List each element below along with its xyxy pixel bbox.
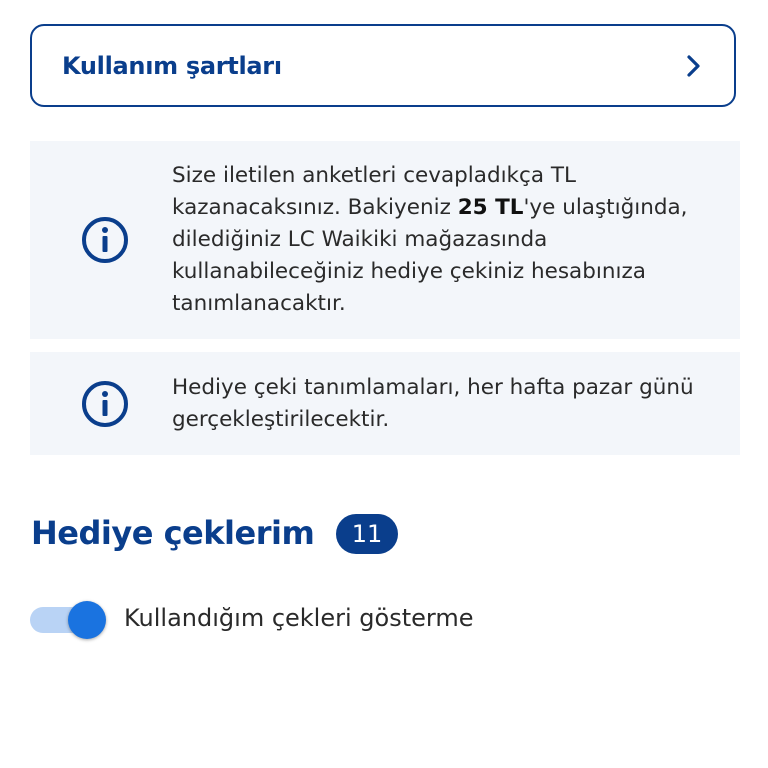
hide-used-vouchers-toggle[interactable] bbox=[30, 601, 106, 639]
chevron-right-icon bbox=[684, 54, 704, 78]
info-box-schedule bbox=[30, 352, 740, 455]
balance-threshold: 25 TL bbox=[457, 195, 524, 220]
vouchers-title: Hediye çeklerim bbox=[31, 514, 315, 552]
hide-used-vouchers-label: Kullandığım çekleri gösterme bbox=[124, 604, 474, 632]
info-box-earnings bbox=[30, 141, 740, 339]
vouchers-count-badge: 11 bbox=[336, 514, 398, 554]
info-icon bbox=[80, 379, 130, 429]
info-icon bbox=[80, 215, 130, 265]
info-text-earnings: Size iletilen anketleri cevapladıkça TL kazanacaksınız. Bakiyeniz 25 TL'ye ulaştığında, dilediğiniz LC Waikiki mağazasında kullanabileceğiniz hediye çekiniz hesabınıza tanımlanacaktır. bbox=[172, 163, 688, 316]
terms-of-use-label: Kullanım şartları bbox=[62, 51, 282, 80]
toggle-thumb bbox=[68, 601, 106, 639]
info-text-schedule: Hediye çeki tanımlamaları, her hafta pazar günü gerçekleştirilecektir. bbox=[172, 374, 694, 432]
terms-of-use-button[interactable] bbox=[30, 24, 736, 107]
